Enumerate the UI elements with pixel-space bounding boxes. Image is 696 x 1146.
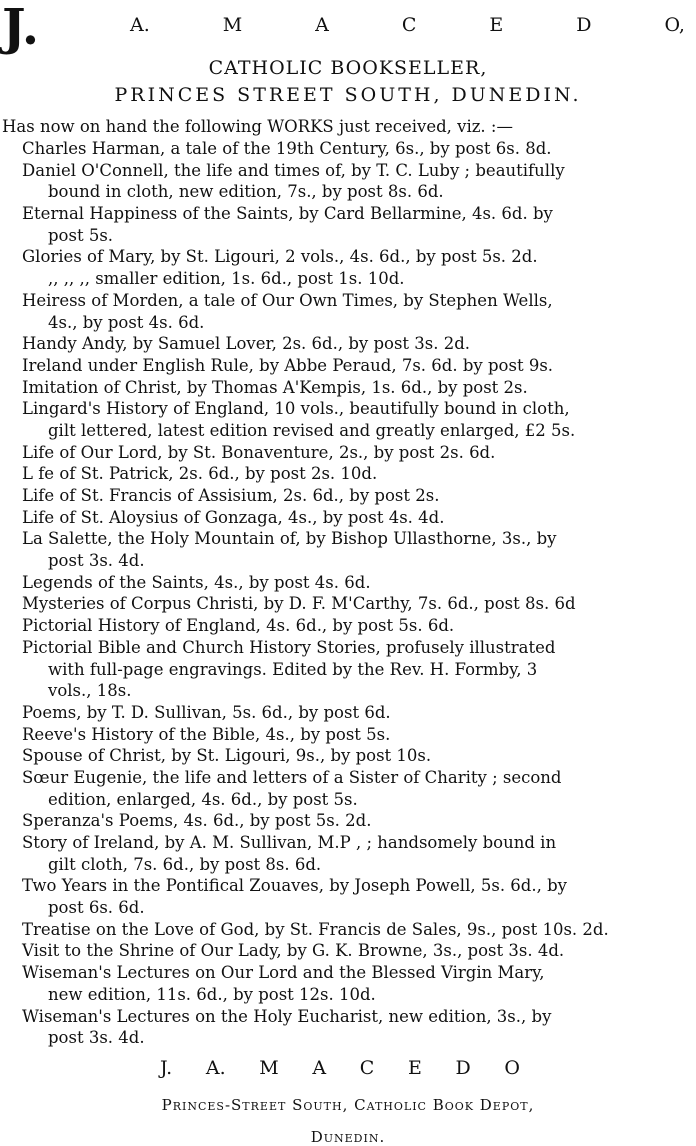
list-item: Glories of Mary, by St. Ligouri, 2 vols., 4s. 6d., by post 5s. 2d.: [22, 247, 538, 267]
street-address: PRINCES STREET SOUTH, DUNEDIN.: [114, 84, 582, 106]
list-item: Story of Ireland, by A. M. Sullivan, M.P , ; handsomely bound in: [22, 833, 557, 852]
list-item-continuation: gilt lettered, latest edition revised and greatly enlarged, £2 5s.: [48, 420, 576, 440]
list-item: Life of Our Lord, by St. Bonaventure, 2s., by post 2s. 6d.: [22, 442, 496, 462]
list-item: Pictorial Bible and Church History Stories, profusely illustrated: [22, 637, 556, 657]
header-letter: C: [401, 14, 417, 36]
list-item: Wiseman's Lectures on Our Lord and the Blessed Virgin Mary,: [22, 963, 545, 983]
footer-letter: J.: [160, 1057, 173, 1079]
header-letter: D: [576, 14, 592, 36]
list-item: Charles Harman, a tale of the 19th Century, 6s., by post 6s. 8d.: [22, 139, 552, 158]
list-item: Pictorial History of England, 4s. 6d., by post 5s. 6d.: [22, 616, 455, 636]
list-item-continuation: with full-page engravings. Edited by the Rev. H. Formby, 3: [48, 659, 538, 679]
header-letter: A.: [130, 14, 150, 36]
header-name: [130, 14, 685, 36]
list-item: Life of St. Francis of Assisium, 2s. 6d., by post 2s.: [22, 486, 440, 505]
footer-city: Dunedin.: [310, 1128, 386, 1146]
list-item: Imitation of Christ, by Thomas A'Kempis, 1s. 6d., by post 2s.: [22, 377, 528, 397]
list-item-continuation: gilt cloth, 7s. 6d., by post 8s. 6d.: [48, 854, 322, 874]
list-item: Two Years in the Pontifical Zouaves, by Joseph Powell, 5s. 6d., by: [22, 876, 567, 896]
list-item-continuation: ,, ,, ,, smaller edition, 1s. 6d., post 1s. 10d.: [48, 269, 405, 289]
list-item: Mysteries of Corpus Christi, by D. F. M'Carthy, 7s. 6d., post 8s. 6d: [22, 594, 576, 614]
list-item-continuation: bound in cloth, new edition, 7s., by post 8s. 6d.: [48, 182, 444, 202]
header-letter: A: [315, 14, 329, 36]
list-item: Lingard's History of England, 10 vols., beautifully bound in cloth,: [22, 399, 570, 419]
intro-text: Has now on hand the following WORKS just received, viz. :—: [2, 117, 513, 136]
footer-address: Princes-Street South, Catholic Book Depot,: [161, 1096, 535, 1114]
list-item: Speranza's Poems, 4s. 6d., by post 5s. 2d.: [22, 811, 372, 831]
list-item: Handy Andy, by Samuel Lover, 2s. 6d., by post 3s. 2d.: [22, 334, 471, 354]
footer-letter: C: [359, 1057, 375, 1079]
header-letter: E: [489, 14, 504, 36]
list-item: Poems, by T. D. Sullivan, 5s. 6d., by post 6d.: [22, 702, 391, 722]
list-item-continuation: edition, enlarged, 4s. 6d., by post 5s.: [48, 789, 358, 809]
list-item: Legends of the Saints, 4s., by post 4s. 6d.: [22, 572, 371, 592]
footer-name: [160, 1057, 520, 1079]
footer-letter: E: [407, 1057, 422, 1079]
list-item: L fe of St. Patrick, 2s. 6d., by post 2s. 10d.: [22, 464, 378, 484]
list-item: Reeve's History of the Bible, 4s., by post 5s.: [22, 724, 391, 744]
list-item: Sœur Eugenie, the life and letters of a Sister of Charity ; second: [22, 767, 562, 787]
advertiser-header: [0, 0, 696, 58]
list-item: Spouse of Christ, by St. Ligouri, 9s., by post 10s.: [22, 746, 432, 766]
list-item-continuation: post 3s. 4d.: [48, 551, 145, 571]
header-letter: O,: [664, 14, 685, 36]
list-item: Life of St. Aloysius of Gonzaga, 4s., by post 4s. 4d.: [22, 507, 445, 527]
list-item: Heiress of Morden, a tale of Our Own Times, by Stephen Wells,: [22, 290, 553, 310]
list-item: Visit to the Shrine of Our Lady, by G. K. Browne, 3s., post 3s. 4d.: [22, 941, 565, 961]
list-item-continuation: post 5s.: [48, 225, 114, 245]
list-item-continuation: vols., 18s.: [48, 681, 132, 701]
footer-letter: D: [455, 1057, 471, 1079]
list-item: Treatise on the Love of God, by St. Francis de Sales, 9s., post 10s. 2d.: [22, 919, 609, 939]
header-initial: J.: [2, 0, 40, 56]
list-item-continuation: new edition, 11s. 6d., by post 12s. 10d.: [48, 984, 376, 1004]
footer-letter: M: [259, 1057, 279, 1079]
list-item: Ireland under English Rule, by Abbe Peraud, 7s. 6d. by post 9s.: [22, 355, 554, 375]
list-item: Daniel O'Connell, the life and times of, by T. C. Luby ; beautifully: [22, 160, 565, 180]
list-item-continuation: 4s., by post 4s. 6d.: [48, 312, 205, 332]
footer-letter: O: [504, 1057, 520, 1079]
book-list: [0, 138, 696, 1049]
header-letter: M: [222, 14, 243, 36]
list-item-continuation: post 6s. 6d.: [48, 898, 145, 918]
footer-letter: A: [312, 1057, 327, 1079]
trade-title: CATHOLIC BOOKSELLER,: [208, 57, 488, 79]
footer-letter: A.: [205, 1057, 226, 1079]
list-item: Wiseman's Lectures on the Holy Eucharist, new edition, 3s., by: [22, 1006, 552, 1026]
list-item: Eternal Happiness of the Saints, by Card Bellarmine, 4s. 6d. by: [22, 204, 553, 224]
list-item-continuation: post 3s. 4d.: [48, 1028, 145, 1048]
list-item: La Salette, the Holy Mountain of, by Bishop Ullasthorne, 3s., by: [22, 529, 557, 549]
